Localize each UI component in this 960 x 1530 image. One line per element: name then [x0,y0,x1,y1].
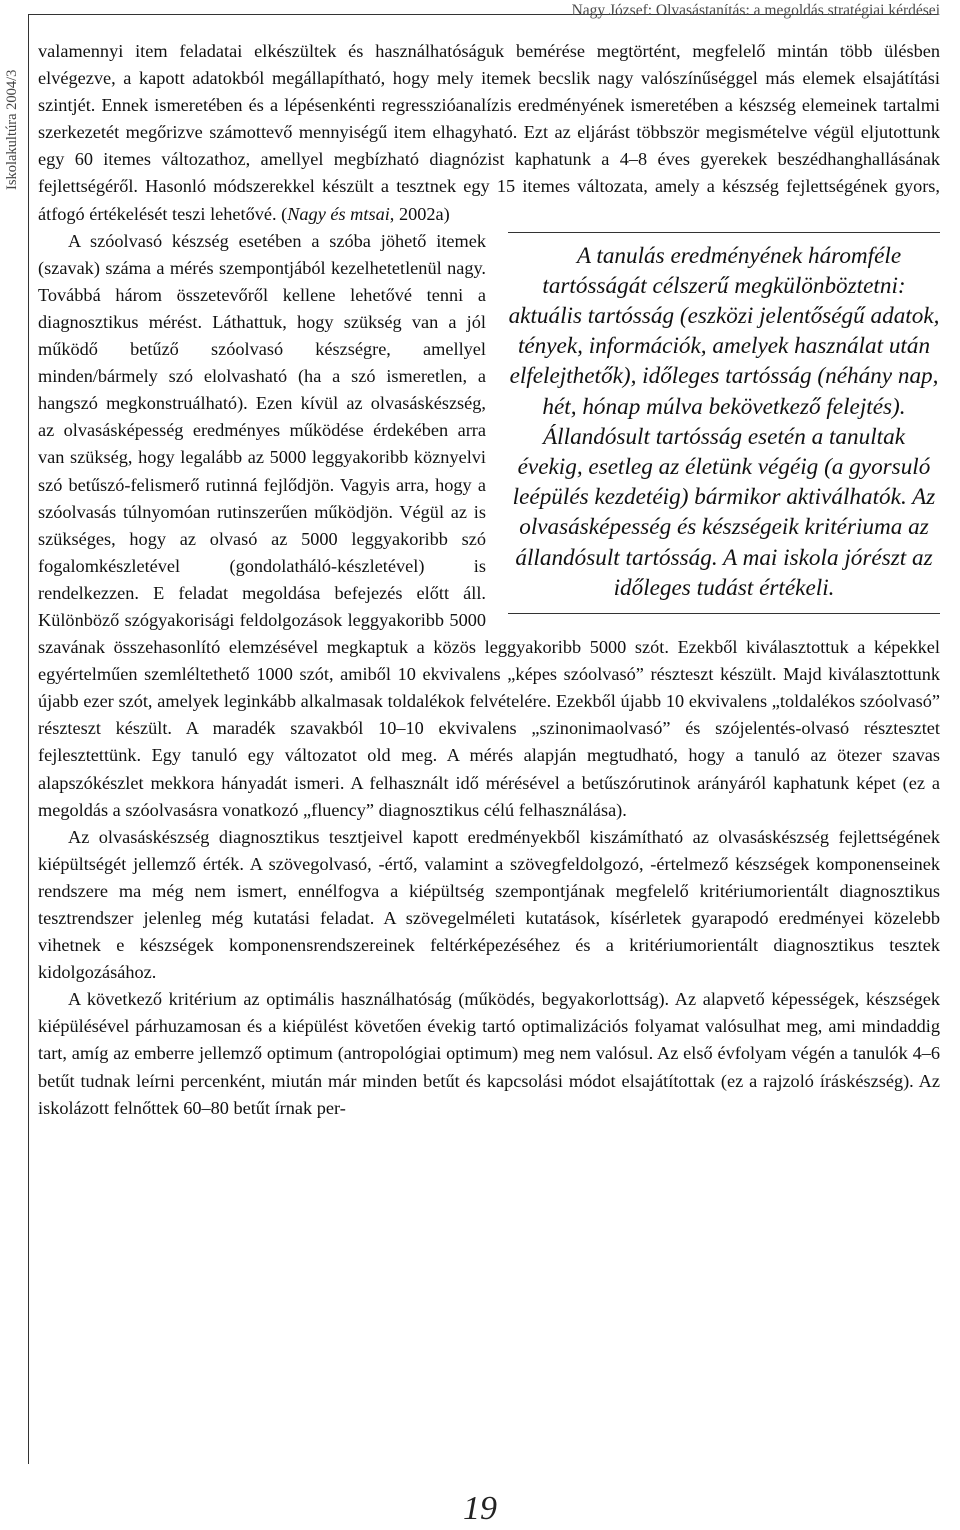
paragraph-3: Az olvasáskészség diagnosztikus tesztjeivel kapott eredményekből kiszámítható az olvasáskészség fejlettségének kiépültségét jellemző érték. A szövegolvasó, -értő, valamint a szövegfeldolgozó, -értelmező készségek komponenseinek rendszere ma még nem ismert, ennélfogva a kiépültség szempontjának megfelelő kritériumorientált diagnosztikus tesztrendszer jelenleg még kutatási feladat. A szövegelméleti kutatások, kísérletek gyarapodó eredményei közelebb vihetnek e készségek komponensrendszereinek feltérképezéséhez és a kritériumorientált diagnosztikus tesztek kidolgozásához. [38,826,940,983]
paragraph-2: A tanulás eredményének háromféle tartósságát célszerű megkülönböztetni: aktuális tartósság (eszközi jelentőségű adatok, tények, információk, amelyek használat után elfelejthetők), időleges tartósság (néhány nap, hét, hónap múlva bekövetkező felejtés). Állandósult tartósság esetén a tanultak évekig, esetleg az életünk végéig (a gyorsuló leépülés kezdetéig) bármikor aktiválhatók. Az olvasásképesség és készségeik kritériuma az állandósult tartósság. A mai iskola jórészt az időleges tudást értékeli. A szóolvasó készség esetében a szóba jöhető itemek (szavak) száma a mérés szempontjából kezelhetetlenül nagy. Továbbá három összetevőről kellene lehetővé tenni a diagnosztikus mérést. Láthattuk, hogy szükség van a jól működő betűző szóolvasó készségre, amellyel minden/bármely szó elolvasható (ha a szó ismeretlen, a hangszó megkonstruálható). Ezen kívül az olvasáskészség, az olvasásképesség eredményes működése érdekében arra van szükség, hogy legalább az 5000 leggyakoribb köznyelvi szó betűszó-felismerő rutinná fejlődjön. Vagyis arra, hogy a szóolvasás túlnyomóan rutinszerűen működjön. Végül az is szükséges, hogy az olvasó az 5000 leggyakoribb szó fogalomkészletével (gondolatháló-készletével) is rendelkezzen. E feladat megoldása befejezés előtt áll. Különböző szógyakorisági feldolgozások leggyakoribb 5000 szavának összehasonlító elemzésével megkaptuk a közös leggyakoribb 5000 szót. Ezekből kiválasztottuk a képekkel egyértelműen szemléltethető 1000 szót, amiből 10 ekvivalens „képes szóolvasó” részteszt készült. Majd kiválasztottunk újabb ezer szót, amelyek leginkább alkalmasak toldalékok felvételére. Ezekből újabb 10 ekvivalens „toldalékos szóolvasó” részteszt készült. A maradék szavakból 10–10 ekvivalens „szinonimaolvasó” és szójelentés-olvasó résztesztet fejlesztettünk. Egy tanuló egy változatot old meg. A mérés alapján megtudható, hogy a tanuló az ötezer szavas alapszókészlet mekkora hányadát ismeri. A felhasznált idő mérésével a betűszórutinok arányáról kaphatunk képet (ez a megoldás a szóolvasásra vonatkozó „fluency” diagnosztikus célú felhasználása). [38,230,940,820]
running-header: Nagy József: Olvasástanítás: a megoldás stratégiai kérdései [571,2,940,19]
page-number: 19 [463,1490,497,1527]
pull-quote: A tanulás eredményének háromféle tartósságát célszerű megkülönböztetni: aktuális tartósság (eszközi jelentőségű adatok, tények, információk, amelyek használat után elfelejthetők), időleges tartósság (néhány nap, hét, hónap múlva bekövetkező felejtés). Állandósult tartósság esetén a tanultak évekig, esetleg az életünk végéig (a gyorsuló leépülés kezdetéig) bármikor aktiválhatók. Az olvasásképesség és készségeik kritériuma az állandósult tartósság. A mai iskola jórészt az időleges tudást értékeli. [508,232,940,614]
paragraph-4: A következő kritérium az optimális használhatóság (működés, begyakorlottság). Az alapvető képességek, készségek kiépülésével párhuzamosan és a kiépülést követően évekig tartó optimalizációs folyamat valósulhat meg, ami mindaddig tart, amíg az emberre jellemző optimum (antropológiai optimum) meg nem valósul. Az első évfolyam végén a tanulók 4–6 betűt tudnak leírni percenként, miután már minden betűt és kapcsolási módot elsajátítottak (ez a rajzoló íráskészség). Az iskolázott felnőttek 60–80 betűt írnak per- [38,989,940,1118]
journal-spine-label: Iskolakultúra 2004/3 [4,69,20,190]
margin-rule [28,14,29,1464]
article-body [38,38,940,1122]
paragraph-1: valamennyi item feladatai elkészültek és használhatóságuk bemérése megtörtént, megfelelő mintán több ülésben elvégezve, a kapott adatokból megállapítható, hogy mely itemek becslik nagy valószínűséggel más elemek elsajátítási szintjét. Ennek ismeretében és a lépésenkénti regresszióanalízis eredményének ismeretében a készség elemeinek tartalmi szerkezetét megőrizve számottevő mennyiségű item elhagyható. Ezt az eljárást többször megismételve végül eljutottunk egy 60 itemes változathoz, amellyel megbízható diagnózist kaphatunk a 4–8 éves gyerekek beszédhanghallásának fejlettségéről. Hasonló módszerekkel készült a tesztnek egy 15 itemes változata, amely a készség fejlettségének gyors, átfogó értékelését teszi lehetővé. (Nagy és mtsai, 2002a) [38,41,940,224]
citation: Nagy és mtsai [287,203,390,224]
